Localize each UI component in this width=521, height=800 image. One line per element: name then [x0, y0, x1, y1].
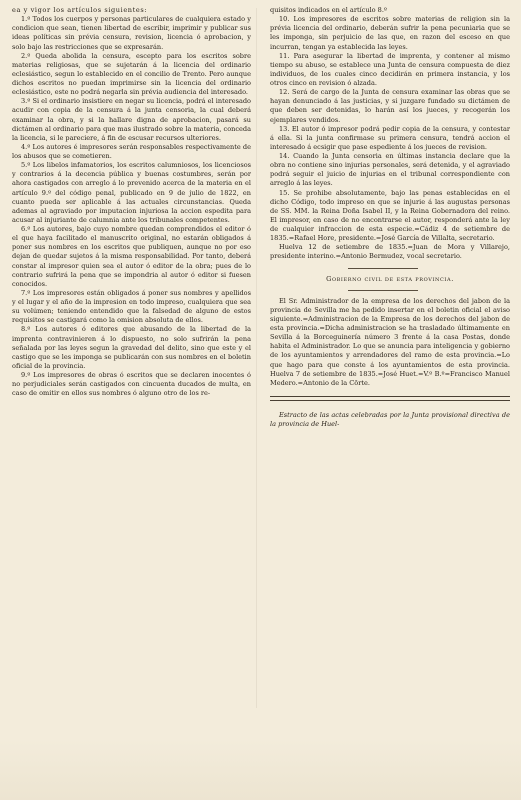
signature-paragraph: Huelva 12 de setiembre de 1835.=Juan de Mora y Villarejo, presidente interino.=Antonio Bermudez, vocal secretario. [270, 243, 510, 261]
article-paragraph: 15. Se prohibe absolutamente, bajo las penas establecidas en el dicho Código, todo impreso en que se injurie á las augustas personas de SS. MM. la Reina Doña Isabel II, y la Reina Gobernadora del reino. El impresor, en caso de no encontrarse el autor, responderá ante la ley de cualquier infraccion de esta especie.=Cádiz 4 de setiembre de 1835.=Rafael Hore, presidente.=José García de Villalta, secretario. [270, 188, 510, 243]
section-divider [348, 268, 418, 269]
article-paragraph: 9.º Los impresores de obras ó escritos que se declaren inocentes ó no perjudiciales serán castigados con cincuenta ducados de multa, en caso de omitir en ellos sus nombres ó alguno otro de los re- [12, 371, 251, 398]
section-heading: Gobierno civil de esta provincia. [326, 274, 454, 283]
column-gutter [256, 8, 257, 708]
article-paragraph: 12. Será de cargo de la Junta de censura examinar las obras que se hayan denunciado á las justicias, y si juzgare fundado su dictámen de que deben ser detenidas, lo harán así los jueces, y recogerán los ejemplares vendidos. [270, 88, 510, 124]
article-paragraph: 10. Los impresores de escritos sobre materias de religion sin la prévia licencia del ordinario, deberán sufrir la pena pecuniaria que se les imponga, sin perjuicio de las que, en razon del esceso en que incurran, tengan ya establecida las leyes. [270, 15, 510, 51]
article-paragraph: quisitos indicados en el artículo 8.º [270, 6, 388, 14]
double-rule-divider [270, 396, 510, 401]
article-paragraph: 5.º Los libelos infamatorios, los escritos calumniosos, los licenciosos y contrarios á la decencia pública y buenas costumbres, serán por ahora castigados con arreglo á lo prevenido acerca de la materia en el artículo 9.º del código penal, publicado en 9 de julio de 1822, en cuanto pueda ser aplicable á las actuales circunstancias. Queda ademas al agraviado por imputacion injuriosa la accion espedita para acusar al injuriante de calumnia ante los tribunales competentes. [12, 161, 251, 224]
left-column [12, 6, 251, 398]
article-paragraph: 4.º Los autores é impresores serán responsables respectivamente de los abusos que se cometieren. [12, 142, 251, 160]
article-paragraph: 7.º Los impresores están obligados á poner sus nombres y apellidos y el lugar y el año de la impresion en todo impreso, cualquiera que sea su volúmen; teniendo entendido que la falsedad de alguno de estos requisitos se castigará como la omision absoluta de ellos. [12, 288, 251, 325]
article-paragraph: 6.º Los autores, bajo cuyo nombre quedan comprendidos el editor ó el que haya facilitado el manuscrito original, no estarán obligados á poner sus nombres en los escritos que publiquen, aunque no por eso dejan de quedar sujetos á la misma responsabilidad. Por tanto, deberá constar al impresor quien sea el autor ó editor de la obra; pues de lo contrario sufrirá la pena que se impondria al autor ó editor si fuesen conocidos. [12, 225, 251, 288]
section-divider [348, 290, 418, 291]
paper-shading [0, 740, 521, 800]
article-paragraph: 2.º Queda abolida la censura, escepto para los escritos sobre materias religiosas, que se sujetarán á la licencia del ordinario eclesiástico, segun lo establecido en el concilio de Trento. Pero aunque dichos escritos no puedan imprimirse sin la licencia del ordinario eclesiástico, este no podrá negarla sin prévia audiencia del interesado. [12, 51, 251, 97]
article-paragraph: 14. Cuando la Junta censoria en últimas instancia declare que la obra no contiene sino injurias personales, será detenida, y el agraviado podrá seguir el juicio de injurias en el tribunal correspondiente con arreglo á las leyes. [270, 152, 510, 188]
notice-paragraph: El Sr. Administrador de la empresa de los derechos del jabon de la provincia de Sevilla me ha pedido insertar en el boletin oficial el aviso siguiente.=Administracion de la Empresa de los derechos del jabon de esta provincia.=Dicha administracion se ha trasladado últimamente en Sevilla á la Borceguinería número 3 frente á la casa Postas, donde habita el Administrador. Lo que se anuncia para inteligencia y gobierno de los ayuntamientos y arrendadores del ramo de esta provincia.=Lo que hago para que conste á los ayuntamientos de esta provincia. Huelva 7 de setiembre de 1835.=José Huet.=V.º B.º=Francisco Manuel Medero.=Antonio de la Cōrte. [270, 296, 510, 387]
article-paragraph: 3.º Si el ordinario insistiere en negar su licencia, podrá el interesado acudir con copia de la censura á la junta censoria, la cual deberá examinar la obra, y si la hallare digna de aprobacion, pasará su dictámen al ordinario para que mas ilustrado sobre la materia, conceda la licencia, si le pareciere, á fin de escusar recursos ulteriores. [12, 97, 251, 142]
right-column [270, 6, 510, 429]
article-paragraph: 13. El autor ó impresor podrá pedir copia de la censura, y contestar á ella. Si la junta confirmase su primera censura, tendrá accion el interesado á ecsigir que pase espediente á los jueces de revision. [270, 124, 510, 151]
heading-continuation: ea y vigor los artículos siguientes: [12, 6, 148, 14]
article-paragraph: 11. Para asegurar la libertad de imprenta, y contener al mismo tiempo su abuso, se establece una Junta de censura compuesta de diez individuos, de los cuales cinco decidirán en primera instancia, y los otros cinco en revision ó alzada. [270, 51, 510, 87]
article-paragraph: 8.º Los autores ó editores que abusando de la libertad de la imprenta contravinieren á lo dispuesto, no solo sufrirán la pena señalada por las leyes segun la gravedad del delito, sino que este y el castigo que se les imponga se publicarán con sus nombres en el boletin oficial de la provincia. [12, 325, 251, 370]
article-paragraph: 1.º Todos los cuerpos y personas particulares de cualquiera estado y condicion que sean, tienen libertad de escribir, imprimir y publicar sus ideas políticas sin prévia censura, revision, licencia ó aprobacion, y solo bajo las restricciones que se expresarán. [12, 15, 251, 51]
extract-heading: Estracto de las actas celebradas por la Junta provisional directiva de la provincia de Huel- [270, 410, 510, 428]
